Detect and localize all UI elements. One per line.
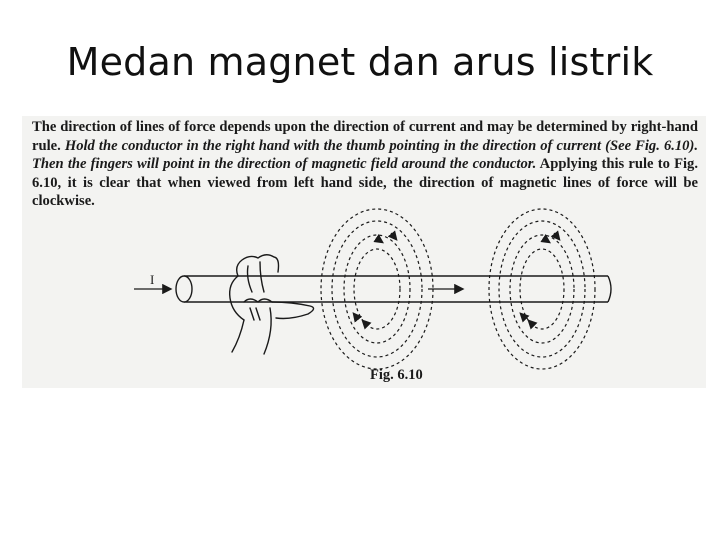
right-hand-rule-term: right-hand rule. <box>32 119 698 154</box>
magnetic-field-lines-right <box>489 209 595 369</box>
field-direction-arrows-left <box>354 233 396 326</box>
excerpt-sentence-3: Applying this rule to Fig. 6.10, it is clear that when viewed from left hand side, the direction of magnetic lines of force will be clockwise. <box>32 156 698 210</box>
current-label: I <box>150 272 155 287</box>
right-hand-rule-description: Hold the conductor in the right hand with the thumb pointing in the direction of current (See Fig. 6.10). Then the fingers will point in the direction of magnetic field around the conductor. <box>32 137 698 173</box>
conductor-rod <box>176 276 611 302</box>
slide-title: Medan magnet dan arus listrik <box>66 40 654 84</box>
field-direction-arrows-right <box>521 233 559 326</box>
scanned-excerpt <box>22 116 706 388</box>
figure-caption: Fig. 6.10 <box>370 367 423 383</box>
excerpt-sentence-1: The direction of lines of force depends upon the direction of current and may be determined by <box>32 119 631 135</box>
magnetic-field-lines-left <box>321 209 433 369</box>
right-hand-rule-figure <box>22 116 706 388</box>
right-hand-sketch <box>230 255 314 354</box>
